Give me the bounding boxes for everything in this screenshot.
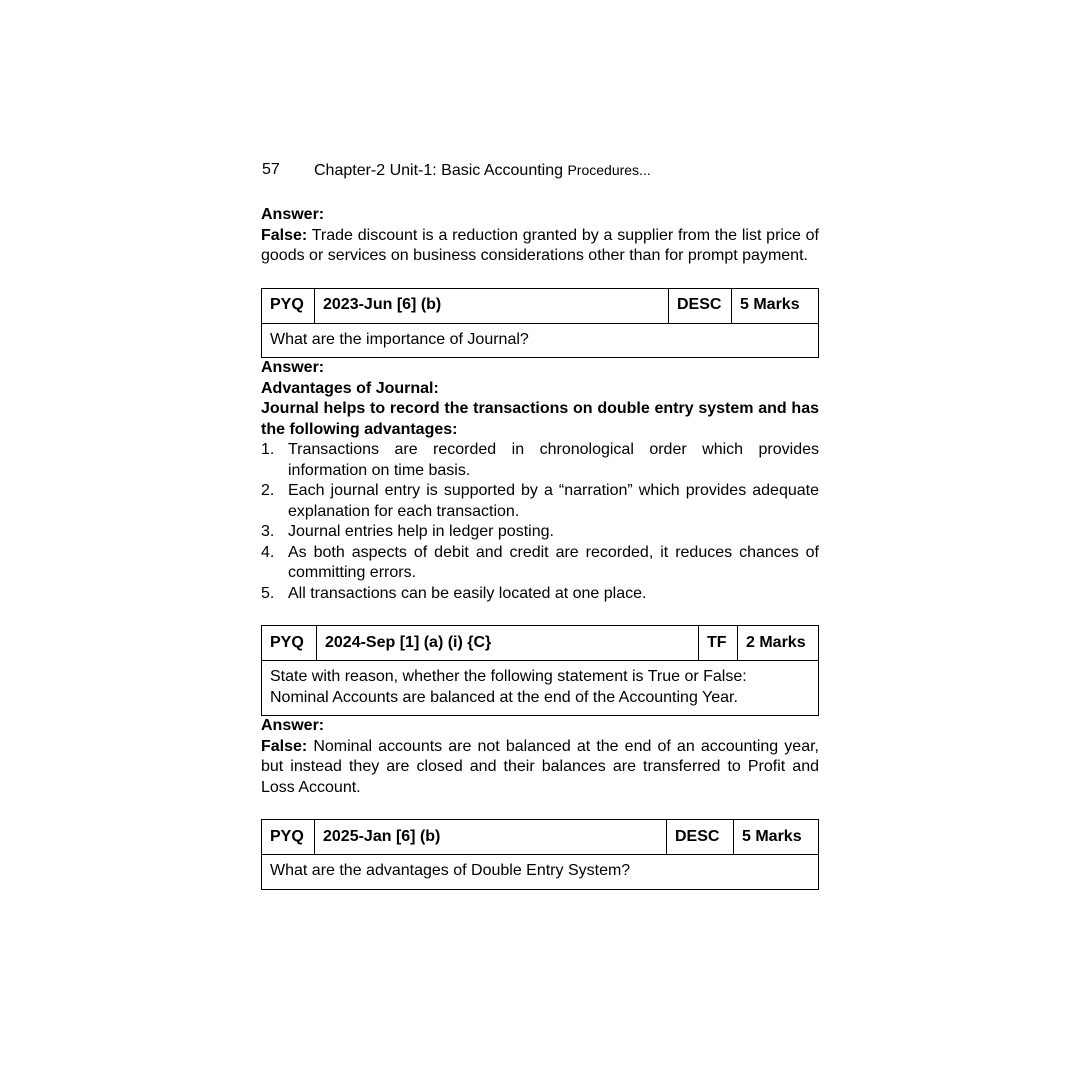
pyq-question <box>262 661 819 716</box>
false-label: False: <box>261 737 308 755</box>
list-number: 4. <box>261 543 275 561</box>
pyq-question: What are the importance of Journal? <box>262 323 819 358</box>
answer-text <box>261 737 819 799</box>
answer-block-1 <box>261 205 819 267</box>
pyq-tag: PYQ <box>262 626 317 661</box>
false-label: False: <box>261 226 308 244</box>
pyq-marks: 5 Marks <box>732 288 819 323</box>
list-item <box>261 440 819 481</box>
pyq-question-row <box>262 661 819 716</box>
list-item <box>261 543 819 584</box>
list-text: Each journal entry is supported by a “narration” which provides adequate explanation for each transaction. <box>288 482 819 520</box>
pyq-question-line: State with reason, whether the following statement is True or False: <box>270 668 747 685</box>
pyq-question-line: Nominal Accounts are balanced at the end of the Accounting Year. <box>270 688 738 706</box>
pyq-table-2 <box>261 625 819 716</box>
list-item <box>261 522 819 543</box>
pyq-header-row <box>262 626 819 661</box>
advantages-list <box>261 440 819 604</box>
list-text: Journal entries help in ledger posting. <box>288 523 554 540</box>
answer-block-3 <box>261 716 819 798</box>
list-number: 1. <box>261 441 275 458</box>
answer-body: Trade discount is a reduction granted by a supplier from the list price of goods or services on business considerations other than for prompt payment. <box>261 226 819 264</box>
pyq-question-row <box>262 855 819 890</box>
section-intro: Journal helps to record the transactions on double entry system and has the following advantages: <box>261 400 819 438</box>
pyq-reference: 2024-Sep [1] (a) (i) {C} <box>317 626 699 661</box>
answer-label: Answer: <box>261 206 325 223</box>
chapter-title-main: Chapter-2 Unit-1: Basic Accounting <box>314 162 568 179</box>
list-number: 3. <box>261 523 275 540</box>
pyq-reference: 2025-Jan [6] (b) <box>315 820 667 855</box>
pyq-question: What are the advantages of Double Entry System? <box>262 855 819 890</box>
list-item <box>261 584 819 605</box>
list-item <box>261 481 819 522</box>
pyq-tag: PYQ <box>262 820 315 855</box>
answer-label: Answer: <box>261 717 325 734</box>
answer-label: Answer: <box>261 359 325 376</box>
pyq-question-row <box>262 323 819 358</box>
chapter-title-suffix: Procedures... <box>567 162 651 178</box>
pyq-marks: 5 Marks <box>734 820 819 855</box>
section-heading: Advantages of Journal: <box>261 379 439 397</box>
pyq-header-row <box>262 820 819 855</box>
list-text: All transactions can be easily located at one place. <box>288 584 647 602</box>
chapter-title <box>314 160 651 184</box>
answer-text <box>261 226 819 267</box>
pyq-reference: 2023-Jun [6] (b) <box>315 288 669 323</box>
pyq-type: DESC <box>669 288 732 323</box>
pyq-type: DESC <box>667 820 734 855</box>
pyq-type: TF <box>699 626 738 661</box>
document-page <box>261 160 819 890</box>
answer-body: Nominal accounts are not balanced at the end of an accounting year, but instead they are closed and their balances are transferred to Profit and Loss Account. <box>261 737 819 796</box>
pyq-table-1 <box>261 288 819 359</box>
list-number: 5. <box>261 584 275 602</box>
pyq-header-row <box>262 288 819 323</box>
pyq-table-3 <box>261 819 819 890</box>
pyq-marks: 2 Marks <box>738 626 819 661</box>
list-number: 2. <box>261 482 275 499</box>
answer-block-2 <box>261 358 819 604</box>
pyq-tag: PYQ <box>262 288 315 323</box>
page-header <box>261 160 819 184</box>
list-text: As both aspects of debit and credit are recorded, it reduces chances of committing errors. <box>288 543 819 581</box>
list-text: Transactions are recorded in chronological order which provides information on time basis. <box>288 441 819 479</box>
page-number: 57 <box>262 161 280 178</box>
